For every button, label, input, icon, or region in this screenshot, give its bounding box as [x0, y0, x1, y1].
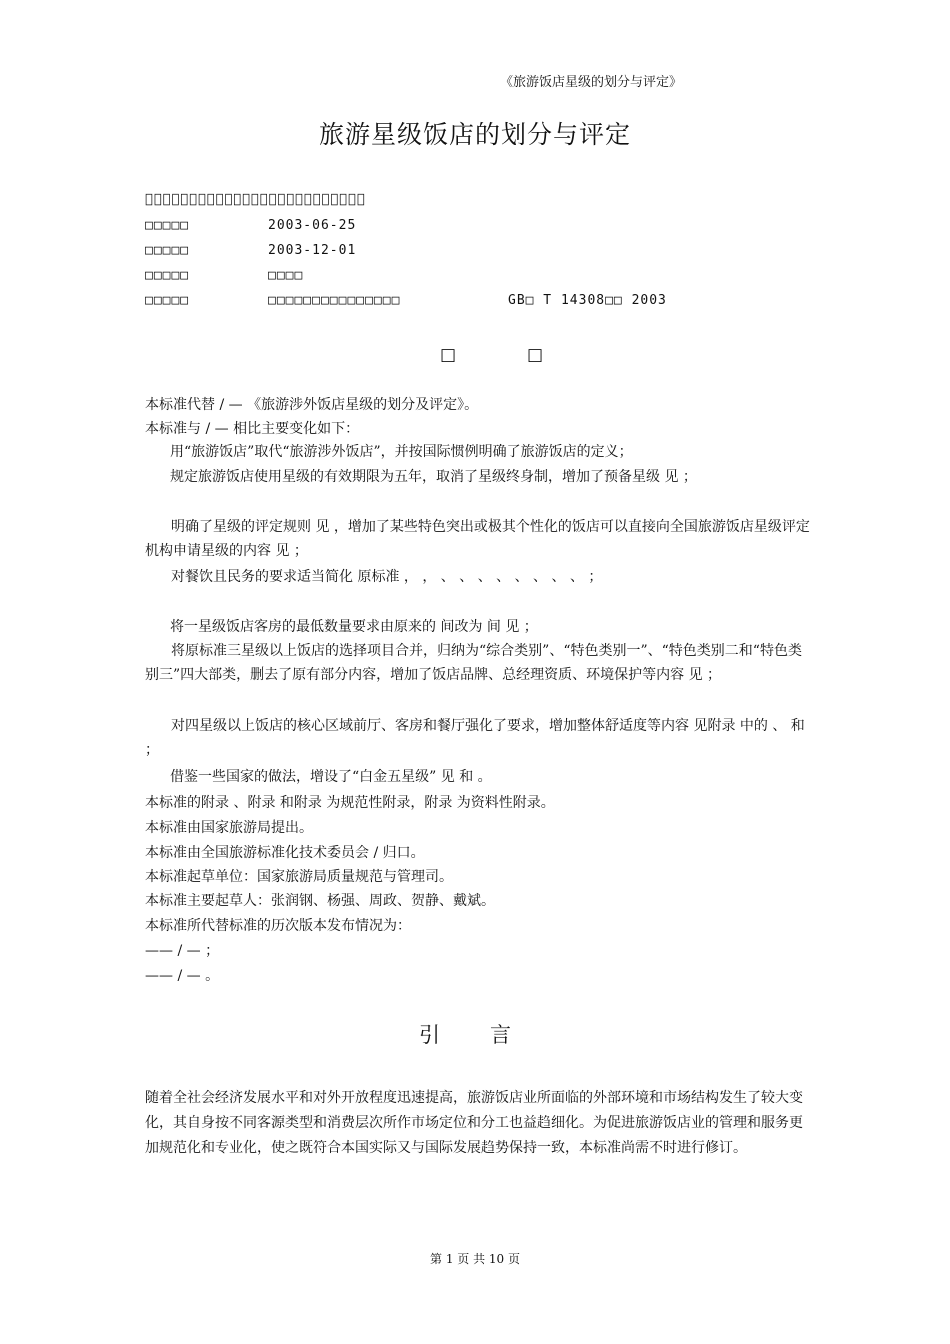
foreword-heading-left: □ — [440, 345, 457, 365]
foreword-paragraph: 本标准起草单位：国家旅游局质量规范与管理司。 — [145, 869, 453, 885]
foreword-paragraph: 本标准与 / — 相比主要变化如下： — [145, 421, 360, 437]
change-item: 对餐饮且民务的要求适当简化 原标准 ， ， 、 、 、 、 、 、 、 、 ； — [171, 569, 603, 585]
meta-value: □□□□□□□□□□□□□□□ — [268, 293, 401, 308]
foreword-paragraph: 本标准代替 / — 《旅游涉外饭店星级的划分及评定》。 — [145, 397, 479, 413]
meta-value: 2003-06-25 — [268, 218, 357, 233]
history-item: —— / — 。 — [145, 968, 220, 984]
page-footer: 第 1 页 共 10 页 — [430, 1252, 520, 1266]
foreword-paragraph: 本标准所代替标准的历次版本发布情况为： — [145, 918, 411, 934]
change-item: 规定旅游饭店使用星级的有效期限为五年，取消了星级终身制，增加了预备星级 见 ； — [170, 469, 697, 485]
change-item: 借鉴一些国家的做法，增设了“白金五星级” 见 和 。 — [170, 769, 492, 785]
document-title: 旅游星级饭店的划分与评定 — [318, 120, 631, 149]
foreword-paragraph: 本标准由全国旅游标准化技术委员会 / 归口。 — [145, 845, 425, 861]
meta-label: □□□□□ — [145, 293, 190, 308]
foreword-paragraph: 本标准由国家旅游局提出。 — [145, 820, 313, 836]
foreword-paragraph: 本标准的附录 、附录 和附录 为规范性附录，附录 为资料性附录。 — [145, 795, 555, 811]
change-item: 明确了星级的评定规则 见 ，增加了某些特色突出或极其个性化的饭店可以直接向全国旅游饭店星级评定机构申请星级的内容 见 ； — [145, 519, 810, 559]
history-item: —— / — ； — [145, 943, 220, 959]
meta-label: □□□□□ — [145, 268, 190, 283]
change-item: 对四星级以上饭店的核心区域前厅、客房和餐厅强化了要求，增加整体舒适度等内容 见附录 中的 、 和 ； — [145, 718, 805, 758]
change-item: 将一星级饭店客房的最低数量要求由原来的 间改为 间 见 ； — [170, 619, 538, 635]
meta-garbled-line: 􀀀􀀀􀀀􀀀􀀀􀀀􀀀􀀀􀀀􀀀􀀀􀀀􀀀􀀀􀀀􀀀􀀀􀀀􀀀􀀀􀀀􀀀􀀀􀀀􀀀 — [145, 192, 366, 207]
meta-value: 2003-12-01 — [268, 243, 357, 258]
running-header: 《旅游饭店星级的划分与评定》 — [500, 75, 683, 90]
meta-label: □□□□□ — [145, 243, 190, 258]
change-item: 将原标准三星级以上饭店的选择项目合并，归纳为“综合类别”、“特色类别一”、“特色类别二和“特色类别三”四大部类，删去了原有部分内容，增加了饭店品牌、总经理资质、环境保护等内容 见 ； — [145, 643, 802, 683]
foreword-paragraph: 本标准主要起草人：张润钢、杨强、周政、贺静、戴斌。 — [145, 893, 495, 909]
introduction-body: 随着全社会经济发展水平和对外开放程度迅速提高，旅游饭店业所面临的外部环境和市场结构发生了较大变化，其自身按不同客源类型和消费层次所作市场定位和分工也益趋细化。为促进旅游饭店业的管理和服务更加规范化和专业化，使之既符合本国实际又与国际发展趋势保持一致，本标准尚需不时进行修订。 — [145, 1090, 803, 1156]
meta-label: □□□□□ — [145, 218, 190, 233]
standard-number: GB□ T 14308□□ 2003 — [508, 293, 667, 308]
introduction-heading: 引言 — [419, 1023, 561, 1047]
change-item: 用“旅游饭店”取代“旅游涉外饭店”，并按国际惯例明确了旅游饭店的定义； — [170, 444, 633, 460]
foreword-heading-right: □ — [527, 345, 544, 365]
meta-value: □□□□ — [268, 268, 304, 283]
